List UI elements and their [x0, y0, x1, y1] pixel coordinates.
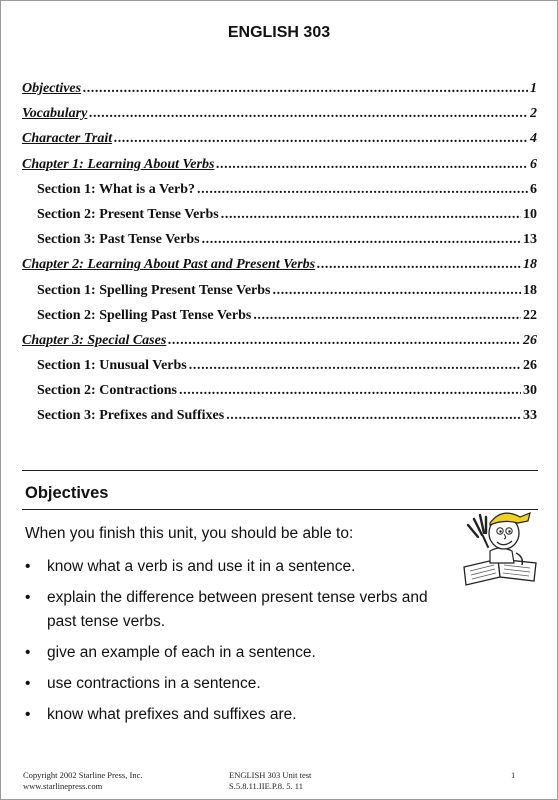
reading-mascot-icon [456, 501, 546, 593]
footer-publisher [23, 770, 142, 792]
toc-leader-dots [273, 283, 522, 299]
toc-entry-page: 1 [530, 81, 537, 96]
toc-entry-label: Chapter 2: Learning About Past and Present Verbs [22, 257, 316, 273]
toc-entry-page: 6 [530, 156, 537, 172]
page-number: 1 [511, 770, 516, 780]
section-divider-top [22, 470, 538, 471]
toc-entry[interactable] [22, 383, 537, 408]
toc-leader-dots [253, 308, 521, 324]
toc-entry-page: 22 [523, 307, 537, 323]
toc-entry-label: Section 2: Spelling Past Tense Verbs [37, 307, 252, 323]
toc-leader-dots [89, 106, 528, 122]
unit-title: ENGLISH 303 Unit test [229, 770, 312, 780]
toc-entry[interactable] [22, 131, 537, 156]
toc-entry-label: Section 3: Past Tense Verbs [37, 232, 200, 248]
toc-entry[interactable] [22, 333, 537, 358]
toc-leader-dots [202, 232, 521, 248]
toc-leader-dots [189, 358, 521, 374]
toc-entry-page: 18 [523, 257, 537, 273]
toc-leader-dots [221, 207, 521, 223]
objective-item [25, 672, 455, 696]
objectives-list [25, 555, 455, 734]
bullet-icon: • [25, 558, 31, 575]
toc-entry-page: 2 [530, 106, 537, 122]
toc-entry-page: 4 [530, 131, 537, 147]
toc-entry[interactable] [22, 283, 537, 308]
toc-entry[interactable] [22, 207, 537, 232]
toc-leader-dots [168, 333, 521, 349]
footer-unit-info [229, 770, 311, 792]
toc-leader-dots [114, 131, 528, 147]
bullet-icon: • [25, 706, 31, 723]
toc-entry-page: 33 [523, 408, 537, 424]
bullet-icon: • [25, 644, 31, 661]
toc-leader-dots [216, 157, 528, 173]
objective-text: know what a verb is and use it in a sentence. [47, 558, 356, 575]
objective-item [25, 703, 455, 727]
objectives-intro: When you finish this unit, you should be able to: [25, 525, 354, 542]
toc-entry-label: Section 1: Unusual Verbs [37, 358, 187, 374]
website-link[interactable]: www.starlinepress.com [23, 781, 103, 791]
toc-entry[interactable] [22, 408, 537, 433]
objective-item [25, 586, 455, 634]
toc-entry-label: Chapter 1: Learning About Verbs [22, 156, 215, 172]
toc-entry[interactable] [22, 257, 537, 282]
objective-item [25, 641, 455, 665]
toc-entry-page: 18 [523, 282, 537, 298]
toc-entry-page: 26 [523, 332, 537, 348]
objective-text: know what prefixes and suffixes are. [47, 706, 297, 723]
toc-entry[interactable] [22, 182, 537, 207]
toc-entry-label: Section 1: Spelling Present Tense Verbs [37, 282, 271, 298]
toc-entry-page: 10 [523, 206, 537, 222]
toc-leader-dots [197, 182, 528, 198]
copyright-text: Copyright 2002 Starline Press, Inc. [23, 770, 143, 780]
toc-leader-dots [317, 257, 521, 273]
toc-entry[interactable] [22, 232, 537, 257]
objective-text: explain the difference between present tense verbs and past tense verbs. [47, 589, 428, 630]
toc-entry-page: 6 [530, 181, 537, 197]
toc-entry-label: Section 1: What is a Verb? [37, 181, 196, 197]
toc-entry-label: Objectives [22, 81, 82, 96]
toc-entry-label: Section 2: Present Tense Verbs [37, 206, 219, 222]
objective-text: use contractions in a sentence. [47, 675, 261, 692]
toc-entry-page: 26 [523, 358, 537, 374]
toc-entry-label: Section 3: Prefixes and Suffixes [37, 408, 225, 424]
toc-entry[interactable] [22, 308, 537, 333]
toc-entry-label: Section 2: Contractions [37, 383, 177, 399]
toc-leader-dots [179, 383, 521, 399]
toc-entry-label: Chapter 3: Special Cases [22, 332, 167, 348]
toc-leader-dots [226, 408, 521, 424]
toc-entry-page: 13 [523, 232, 537, 248]
objectives-heading: Objectives [25, 484, 109, 502]
bullet-icon: • [25, 589, 31, 606]
toc-leader-dots [83, 81, 528, 97]
toc-entry[interactable] [22, 106, 537, 131]
toc-entry-label: Vocabulary [22, 106, 88, 122]
objective-text: give an example of each in a sentence. [47, 644, 316, 661]
bullet-icon: • [25, 675, 31, 692]
toc-entry-label: Character Trait [22, 131, 113, 147]
toc-entry[interactable] [22, 358, 537, 383]
objective-item [25, 555, 455, 579]
standards-code: S.5.8.11.IIE.P.8. 5. 11 [229, 781, 303, 791]
toc-entry-page: 30 [523, 383, 537, 399]
toc-entry[interactable] [22, 81, 537, 106]
page-title: ENGLISH 303 [227, 24, 331, 41]
toc-entry[interactable] [22, 157, 537, 182]
table-of-contents [22, 81, 537, 434]
